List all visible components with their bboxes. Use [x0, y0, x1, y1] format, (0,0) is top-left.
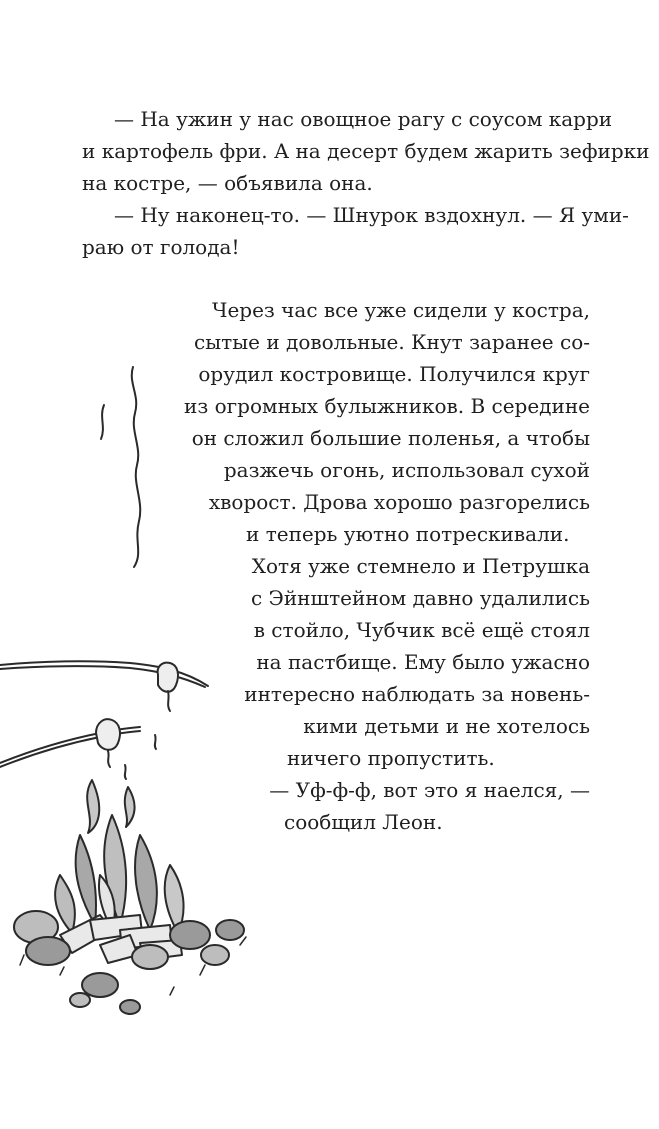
text-line: и теперь уютно потрескивали. — [246, 522, 570, 546]
text-line: — Уф-ф-ф, вот это я наелся, — — [269, 778, 590, 802]
text-line: ничего пропустить. — [287, 746, 495, 770]
text-line: — На ужин у нас овощное рагу с соусом карри — [114, 107, 613, 131]
text-line: орудил костровище. Получился круг — [198, 362, 590, 386]
text-line: в стойло, Чубчик всё ещё стоял — [253, 618, 590, 642]
text-line: из огромных булыжников. В середине — [184, 394, 590, 418]
text-line: раю от голода! — [82, 235, 240, 259]
text-line: хворост. Дрова хорошо разгорелись — [208, 490, 590, 514]
campfire-marshmallows-illustration — [0, 355, 270, 1025]
top-text-block — [82, 103, 650, 263]
text-line: сытые и довольные. Кнут заранее со- — [194, 330, 590, 354]
text-line: он сложил большие поленья, а чтобы — [191, 426, 590, 450]
text-line: на костре, — объявила она. — [82, 171, 373, 195]
text-line: на пастбище. Ему было ужасно — [256, 650, 590, 674]
text-line: Хотя уже стемнело и Петрушка — [251, 554, 590, 578]
text-line: кими детьми и не хотелось — [303, 714, 590, 738]
text-line: сообщил Леон. — [284, 810, 443, 834]
text-line: — Ну наконец-то. — Шнурок вздохнул. — Я уми- — [114, 203, 629, 227]
text-line: Через час все уже сидели у костра, — [211, 298, 590, 322]
text-line: разжечь огонь, использовал сухой — [223, 458, 590, 482]
text-line: с Эйнштейном давно удалились — [250, 586, 590, 610]
text-line: и картофель фри. А на десерт будем жарить зефирки — [82, 139, 650, 163]
text-line: интересно наблюдать за новень- — [244, 682, 590, 706]
